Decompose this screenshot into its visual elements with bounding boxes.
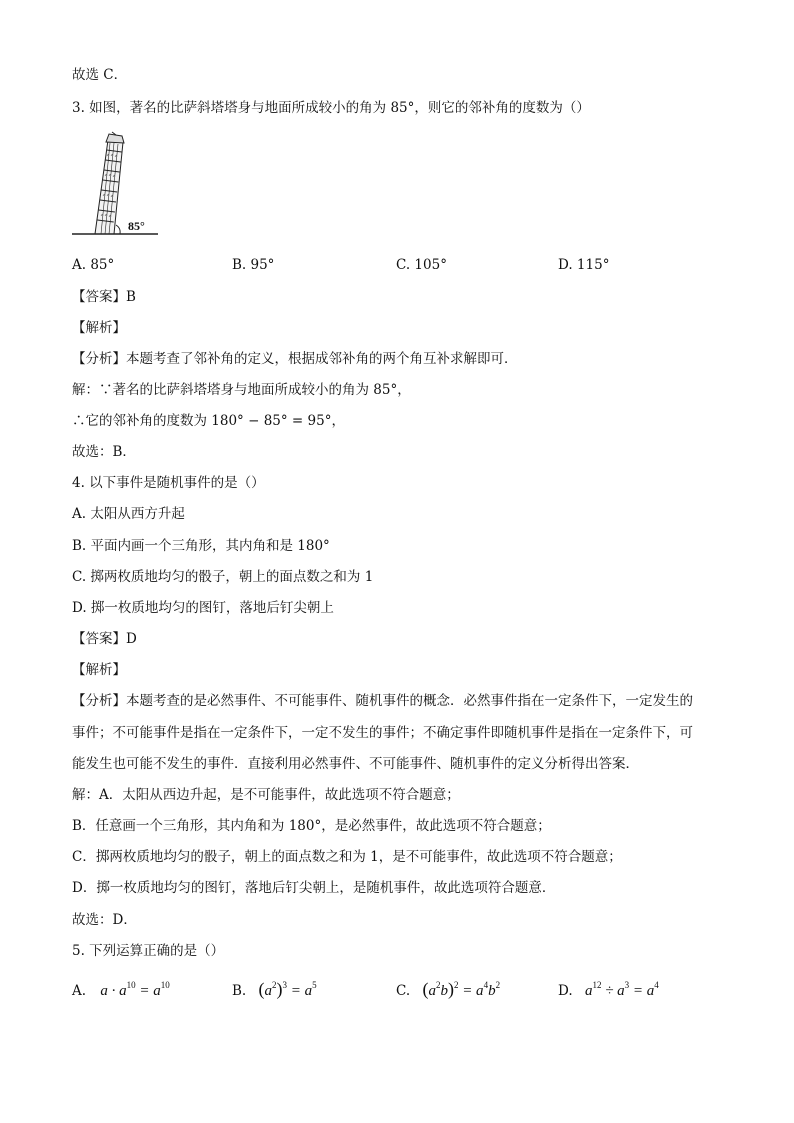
angle-label: 85° <box>128 219 145 233</box>
q3-answer: 【答案】B <box>72 289 136 305</box>
option-label: A. <box>72 983 87 999</box>
option-label: D. <box>558 983 573 999</box>
q3-fenxi: 【分析】本题考查了邻补角的定义，根据成邻补角的两个角互补求解即可． <box>72 351 518 367</box>
q5-option-d: D. $a^{12} \div a^3 = a^4$ <box>558 980 659 999</box>
pisa-tower-figure <box>68 130 160 240</box>
q4-answer: 【答案】D <box>72 631 137 647</box>
q3-option-b: B. 95° <box>232 257 275 273</box>
q3-solution-line: 解：∵著名的比萨斜塔塔身与地面所成较小的角为 85°， <box>72 382 411 398</box>
text-line: 故选 C． <box>72 67 128 83</box>
q4-solution-line: C．掷两枚质地均匀的骰子，朝上的面点数之和为 1，是不可能事件，故此选项不符合题意； <box>72 849 622 865</box>
question-3: 3. 如图，著名的比萨斜塔塔身与地面所成较小的角为 85°，则它的邻补角的度数为（） <box>72 100 590 116</box>
question-4: 4. 以下事件是随机事件的是（） <box>72 475 265 491</box>
q5-option-c: C. $(a^2b)^2 = a^4b^2$ <box>396 979 501 999</box>
q4-fenxi: 【分析】本题考查的是必然事件、不可能事件、随机事件的概念．必然事件指在一定条件下，一定发生的 <box>72 693 693 709</box>
q4-solution-line: 故选：D． <box>72 912 137 928</box>
q4-analysis-heading: 【解析】 <box>72 662 126 678</box>
question-5: 5. 下列运算正确的是（） <box>72 943 225 959</box>
q4-solution-line: 解：A．太阳从西边升起，是不可能事件，故此选项不符合题意； <box>72 787 460 803</box>
option-label: B. <box>232 983 247 999</box>
q4-fenxi: 能发生也可能不发生的事件．直接利用必然事件、不可能事件、随机事件的定义分析得出答案． <box>72 756 639 772</box>
q3-analysis-heading: 【解析】 <box>72 320 126 336</box>
q4-solution-line: D．掷一枚质地均匀的图钉，落地后钉尖朝上，是随机事件，故此选项符合题意． <box>72 880 556 896</box>
q4-solution-line: B．任意画一个三角形，其内角和为 180°，是必然事件，故此选项不符合题意； <box>72 818 551 834</box>
q5-option-b: B. $(a^2)^3 = a^5$ <box>232 979 317 999</box>
q4-option-b: B. 平面内画一个三角形，其内角和是 180° <box>72 538 330 554</box>
q4-option-c: C. 掷两枚质地均匀的骰子，朝上的面点数之和为 1 <box>72 569 374 585</box>
q3-solution-line: ∴它的邻补角的度数为 180° − 85° = 95°， <box>72 413 345 429</box>
q3-option-c: C. 105° <box>396 257 447 273</box>
tower-body-icon <box>72 132 158 234</box>
option-label: C. <box>396 983 411 999</box>
q5-option-a: A. $a \cdot a^{10} = a^{10}$ <box>72 980 170 999</box>
q4-option-d: D. 掷一枚质地均匀的图钉，落地后钉尖朝上 <box>72 600 334 616</box>
q4-fenxi: 事件；不可能事件是指在一定条件下，一定不发生的事件；不确定事件即随机事件是指在一定条件下，可 <box>72 725 693 741</box>
q4-option-a: A. 太阳从西方升起 <box>72 506 185 522</box>
q3-option-a: A. 85° <box>72 257 115 273</box>
q3-option-d: D. 115° <box>558 257 610 273</box>
q3-solution-line: 故选：B． <box>72 444 136 460</box>
